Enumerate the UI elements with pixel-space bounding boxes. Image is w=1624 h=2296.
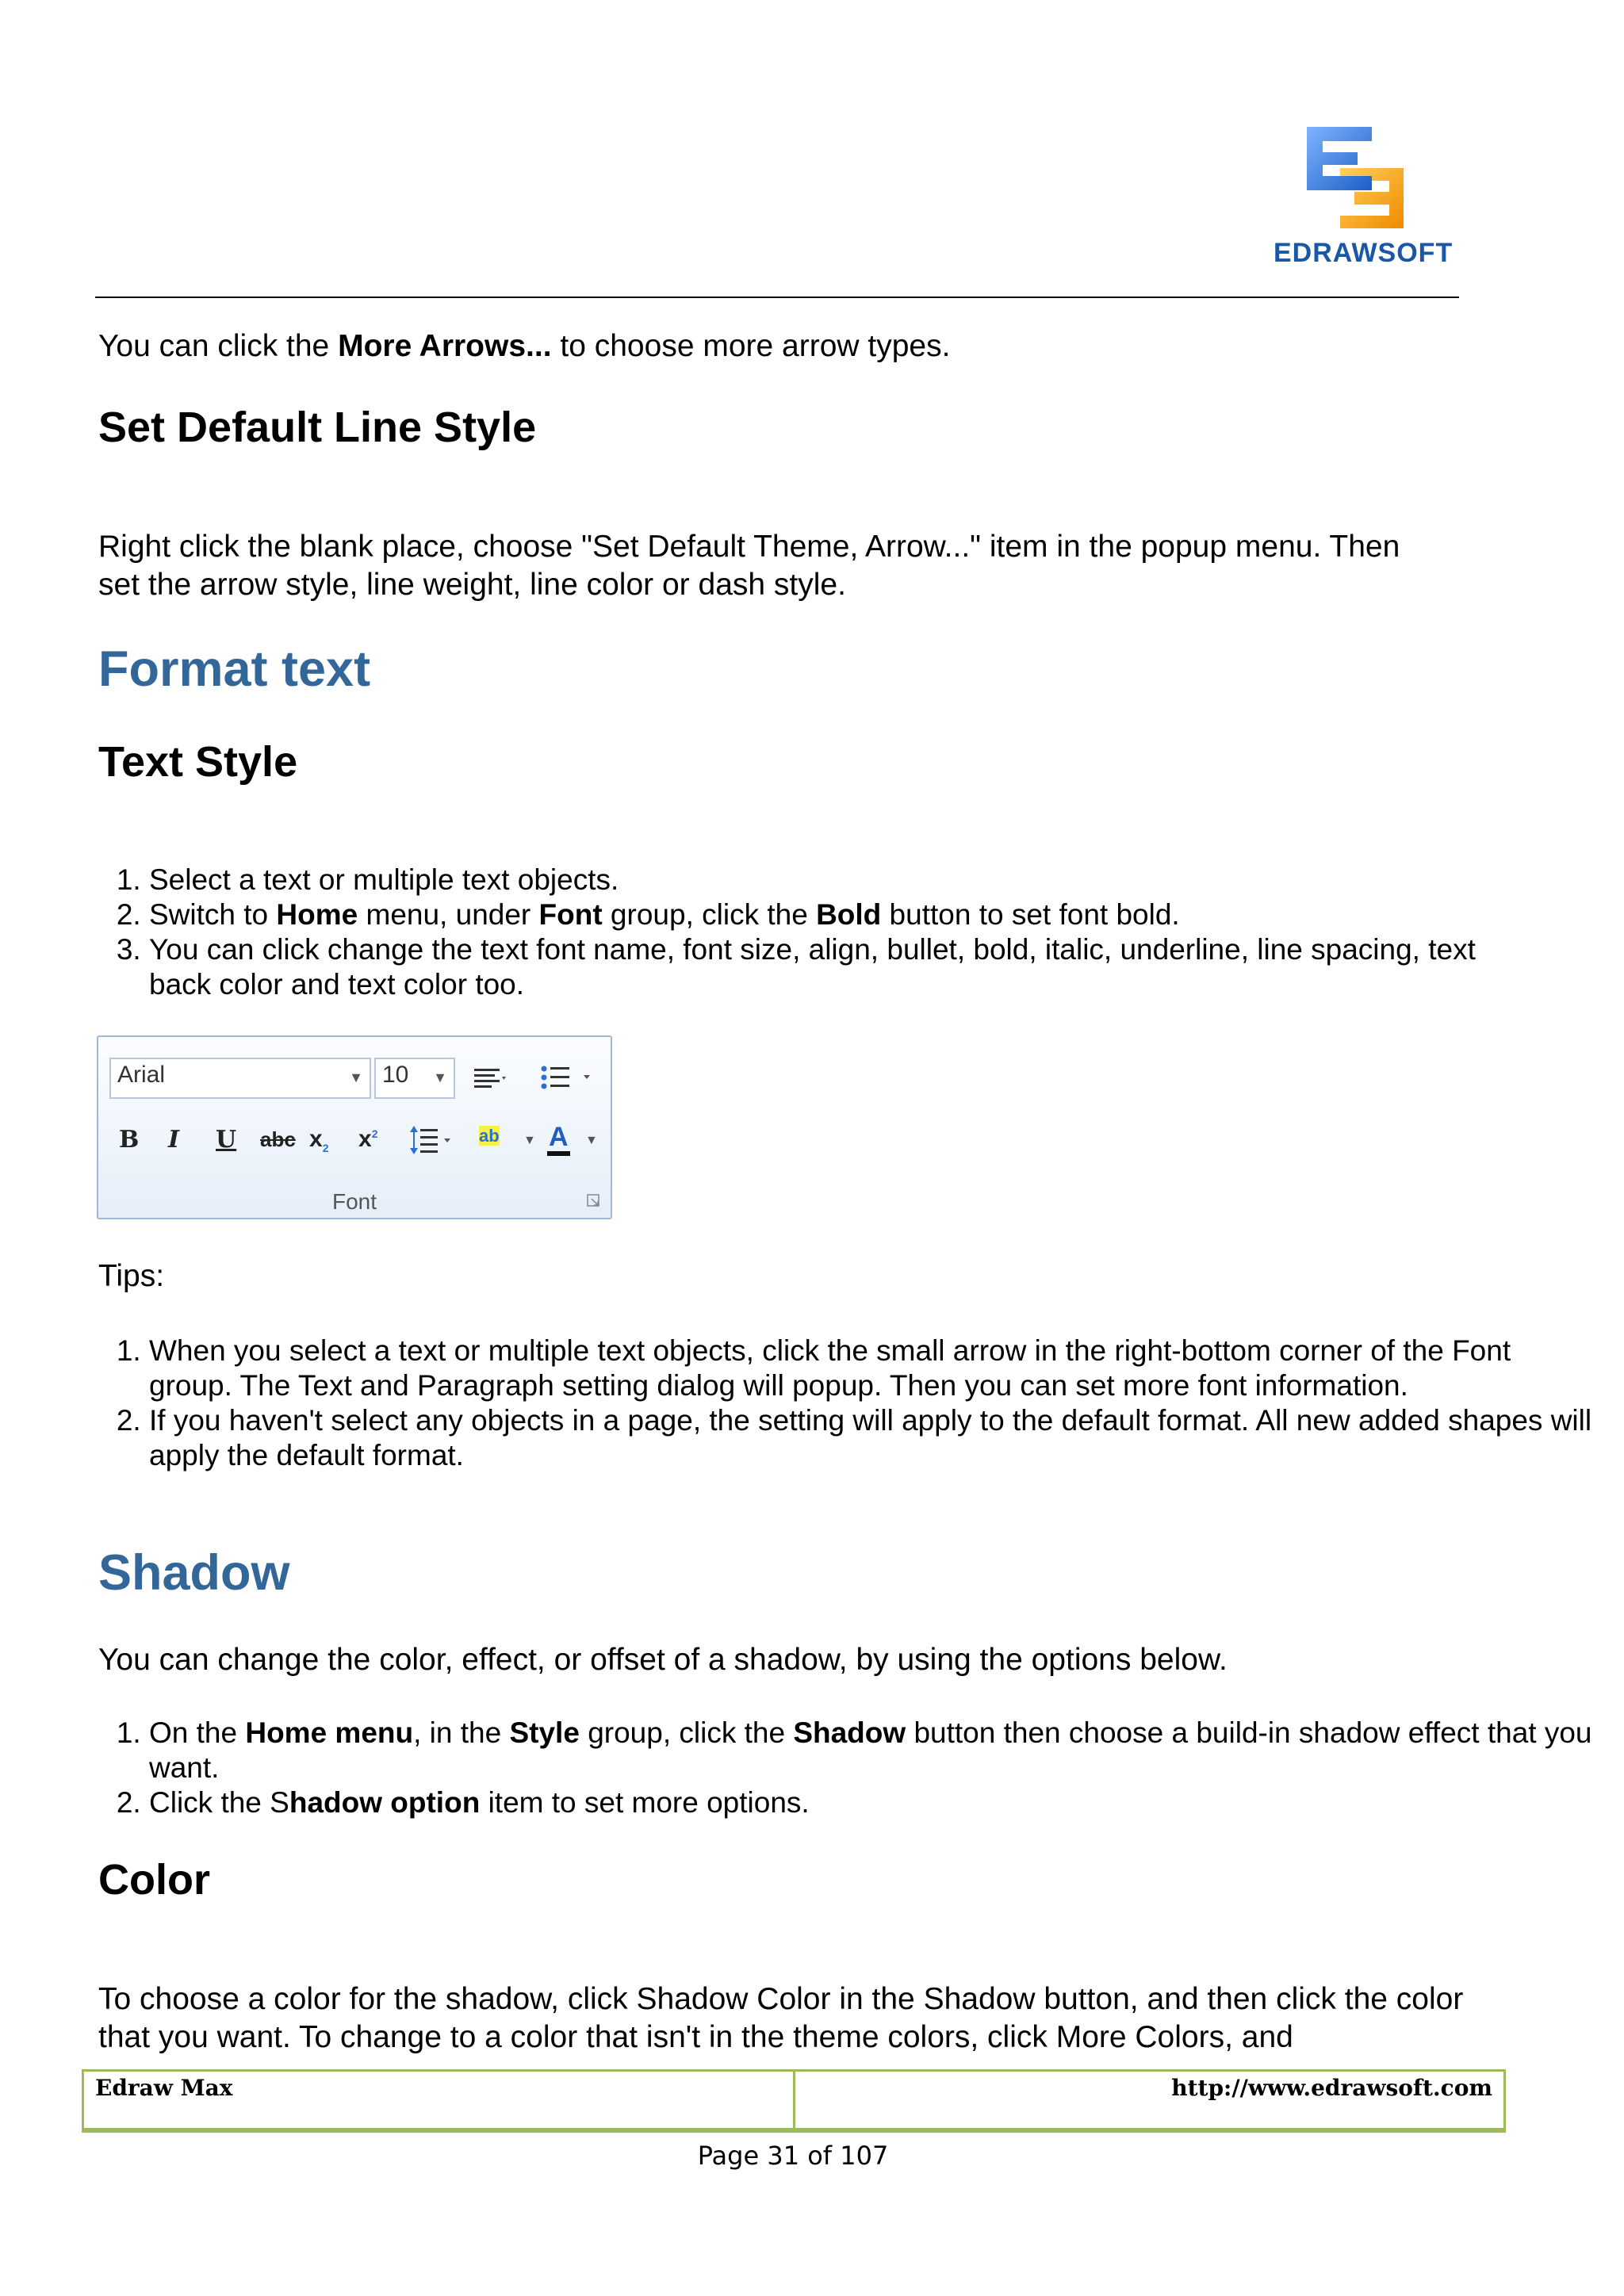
- list-item: [149, 1716, 1592, 1785]
- footer-url[interactable]: http://www.edrawsoft.com: [793, 2072, 1504, 2128]
- intro-pre: You can click the: [98, 329, 339, 363]
- superscript-x: x: [358, 1126, 372, 1152]
- chevron-down-icon: ▼: [433, 1070, 447, 1085]
- step-bold: Shadow: [793, 1716, 906, 1749]
- underline-icon[interactable]: U: [216, 1126, 237, 1154]
- shadow-heading: Shadow: [98, 1545, 290, 1601]
- align-icon[interactable]: [473, 1066, 509, 1094]
- format-text-heading: Format text: [98, 641, 371, 697]
- list-item: [149, 1403, 1592, 1473]
- intro-bold: More Arrows...: [338, 329, 552, 363]
- page-number: Page 31 of 107: [697, 2141, 889, 2171]
- step-text: You can click change the text font name, font size, align, bullet, bold, italic, underline, line spacing, text back color and text color too.: [149, 933, 1476, 1001]
- step-text: Click the S: [149, 1786, 289, 1819]
- footer-product: Edraw Max: [95, 2075, 233, 2101]
- step-bold: hadow option: [289, 1786, 481, 1819]
- step-text: button to set font bold.: [881, 898, 1180, 931]
- step-bold: Bold: [816, 898, 882, 931]
- superscript-mark: 2: [371, 1127, 378, 1140]
- italic-icon[interactable]: I: [168, 1126, 180, 1154]
- subscript-x: x: [309, 1126, 323, 1152]
- header-rule: [95, 297, 1459, 298]
- text-style-heading: Text Style: [98, 738, 298, 786]
- step-bold: Style: [509, 1716, 580, 1749]
- line-spacing-icon[interactable]: [408, 1123, 460, 1158]
- color-heading: Color: [98, 1856, 210, 1904]
- chevron-down-icon: ▼: [585, 1134, 598, 1147]
- list-item: [149, 863, 1497, 897]
- step-text: menu, under: [358, 898, 539, 931]
- step-text: group, click the: [579, 1716, 794, 1749]
- list-item: [149, 897, 1497, 932]
- font-ribbon-group: [97, 1035, 612, 1219]
- list-item: [149, 1334, 1592, 1403]
- step-bold: Home: [276, 898, 358, 931]
- set-default-heading: Set Default Line Style: [98, 404, 537, 451]
- tips-list: [51, 1334, 1592, 1473]
- step-text: group, click the: [602, 898, 817, 931]
- bold-icon[interactable]: B: [119, 1126, 140, 1154]
- font-size-value: 10: [382, 1062, 409, 1088]
- step-text: , in the: [413, 1716, 510, 1749]
- font-name-value: Arial: [117, 1062, 166, 1088]
- edrawsoft-logo-icon: [1269, 119, 1443, 238]
- strikethrough-icon[interactable]: abc: [260, 1127, 296, 1151]
- subscript-mark: 2: [322, 1142, 329, 1154]
- font-name-select[interactable]: [109, 1058, 371, 1099]
- footer-table: [82, 2069, 1506, 2133]
- step-text: Switch to: [149, 898, 277, 931]
- set-default-body: Right click the blank place, choose "Set Default Theme, Arrow..." item in the popup menu. Then set the arrow style, line weight, line color or dash style.: [98, 530, 1400, 602]
- subscript-icon[interactable]: [309, 1126, 328, 1154]
- intro-paragraph: [98, 327, 950, 365]
- text-style-steps: [51, 863, 1497, 1002]
- step-bold: Font: [538, 898, 603, 931]
- tip-text: When you select a text or multiple text objects, click the small arrow in the right-bottom corner of the Font group. The Text and Paragraph setting dialog will popup. Then you can set more font information.: [149, 1334, 1511, 1402]
- intro-post: to choose more arrow types.: [551, 329, 951, 363]
- tips-label: Tips:: [98, 1259, 165, 1293]
- list-item: [149, 932, 1497, 1002]
- superscript-icon[interactable]: [358, 1126, 377, 1153]
- shadow-intro: You can change the color, effect, or offset of a shadow, by using the options below.: [98, 1643, 1228, 1677]
- list-item: [149, 1785, 1592, 1820]
- step-text: On the: [149, 1716, 246, 1749]
- bullets-icon[interactable]: [539, 1062, 598, 1094]
- highlight-icon[interactable]: [479, 1126, 500, 1146]
- step-bold: Home menu: [245, 1716, 414, 1749]
- tip-text: If you haven't select any objects in a page, the setting will apply to the default format. All new added shapes will apply the default format.: [149, 1404, 1592, 1471]
- highlight-text: ab: [479, 1126, 500, 1146]
- chevron-down-icon: ▼: [349, 1070, 363, 1085]
- logo-text: EDRAWSOFT: [1274, 238, 1454, 268]
- step-text: button then choose a build-in shadow effect that you want.: [149, 1716, 1592, 1784]
- font-color-icon[interactable]: A: [547, 1123, 570, 1156]
- step-text: Select a text or multiple text objects.: [149, 863, 619, 896]
- step-text: item to set more options.: [480, 1786, 810, 1819]
- shadow-steps: [51, 1716, 1592, 1820]
- dialog-launcher-icon[interactable]: [587, 1194, 601, 1208]
- font-size-select[interactable]: [374, 1058, 455, 1099]
- chevron-down-icon: ▼: [523, 1134, 536, 1147]
- color-body: To choose a color for the shadow, click Shadow Color in the Shadow button, and then click the color that you want. To change to a color that isn't in the theme colors, click More Colors, and: [98, 1982, 1464, 2054]
- font-group-label: Font: [331, 1189, 377, 1214]
- logo: [1269, 119, 1454, 270]
